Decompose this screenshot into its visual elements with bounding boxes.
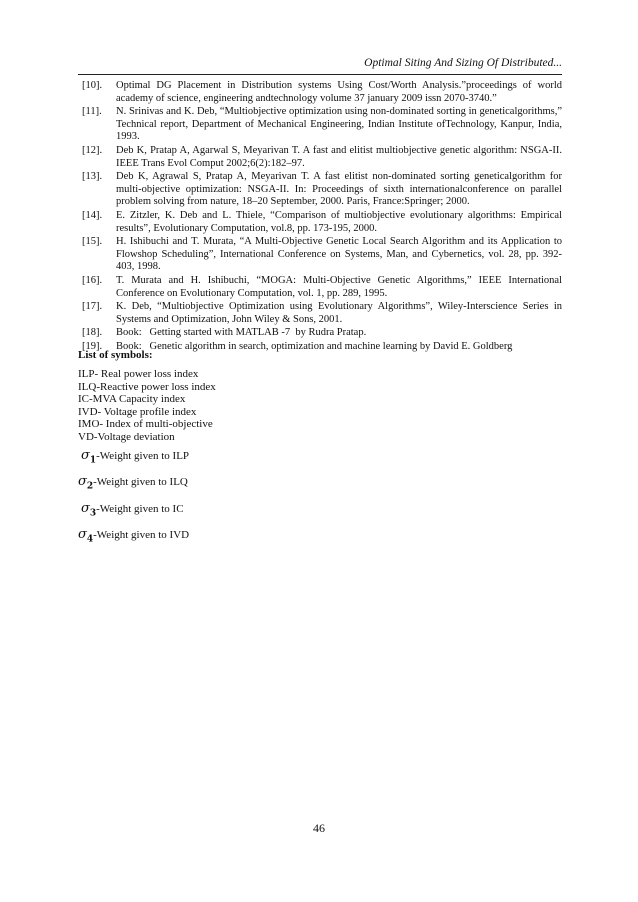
symbol-item: IMO- Index of multi-objective	[78, 418, 213, 431]
reference-number: [18].	[82, 327, 103, 339]
reference-number: [19].	[82, 340, 103, 352]
reference-number: [17].	[82, 301, 103, 313]
weight-description: -Weight given to ILQ	[93, 476, 188, 489]
symbols-heading: List of symbols:	[78, 349, 153, 361]
weight-description: -Weight given to ILP	[96, 449, 190, 462]
reference-text: Book: Genetic algorithm in search, optimization and machine learning by David E. Goldberg	[116, 340, 513, 352]
reference-text: Deb K, Agrawal S, Pratap A, Meyarivan T. A fast elitist non-dominated sorting geneticalgorithm for multi-objective optimization: NSGA-II. In: Proceedings of sixth internationalconference on parallel problem solving from nature, 18–20 September, 2000. Paris, France:Springer; 2000.	[116, 171, 562, 208]
sigma-symbol: $\sigma_4$	[78, 527, 94, 545]
reference-text: T. Murata and H. Ishibuchi, “MOGA: Multi-Objective Genetic Algorithms,” IEEE International Conference on Evolutionary Computation, vol. 1, pp. 289, 1995.	[116, 274, 562, 299]
weight-symbol-item	[78, 526, 216, 549]
page-number: 46	[313, 821, 325, 835]
reference-text: Deb K, Pratap A, Agarwal S, Meyarivan T. A fast and elitist multiobjective genetic algorithm: NSGA-II. IEEE Trans Evol Comput 2002;6(2):182–97.	[116, 144, 562, 169]
sigma-symbol: $\sigma_1$	[81, 447, 97, 466]
reference-number: [15].	[82, 236, 103, 248]
reference-item	[78, 80, 562, 105]
reference-item	[78, 275, 562, 300]
weight-symbol-item	[78, 500, 216, 523]
reference-number: [11].	[82, 106, 102, 118]
symbol-item: ILQ-Reactive power loss index	[78, 380, 216, 393]
reference-item	[78, 210, 562, 235]
symbols-list	[78, 368, 216, 549]
header-rule	[78, 74, 562, 75]
weight-description: -Weight given to IVD	[93, 529, 190, 542]
reference-item	[78, 236, 562, 274]
reference-text: Optimal DG Placement in Distribution systems Using Cost/Worth Analysis.”proceedings of world academy of science, engineering andtechnology volume 37 january 2009 issn 2070-3740.”	[116, 80, 562, 104]
reference-text: H. Ishibuchi and T. Murata, “A Multi-Objective Genetic Local Search Algorithm and its Application to Flowshop Scheduling”, International Conference on Systems, Man, and Cybernetics, vol. 28, pp. 392-403, 1998.	[116, 236, 562, 273]
reference-number: [16].	[82, 274, 103, 286]
reference-text: N. Srinivas and K. Deb, “Multiobjective optimization using non-dominated sorting in geneticalgorithms,” Technical report, Department of Mechanical Engineering, Indian Institute ofTechnology, Kanpur, India, 1993.	[116, 106, 562, 143]
reference-item	[78, 171, 562, 209]
sigma-symbol: $\sigma_2$	[78, 474, 94, 492]
symbol-item: IVD- Voltage profile index	[78, 405, 197, 418]
sigma-symbol: $\sigma_3$	[81, 500, 97, 519]
weight-description: -Weight given to IC	[96, 502, 184, 515]
reference-item	[78, 145, 562, 170]
reference-number: [10].	[82, 80, 103, 91]
reference-list	[78, 80, 562, 354]
symbol-item: VD-Voltage deviation	[78, 430, 175, 443]
reference-text: Book: Getting started with MATLAB -7 by Rudra Pratap.	[116, 327, 367, 339]
running-header: Optimal Siting And Sizing Of Distributed...	[364, 57, 562, 69]
reference-number: [14].	[82, 209, 103, 221]
reference-text: K. Deb, “Multiobjective Optimization using Evolutionary Algorithms”, Wiley-Interscience Series in Systems and Optimization, John Wiley & Sons, 2001.	[116, 301, 562, 325]
reference-text: E. Zitzler, K. Deb and L. Thiele, “Comparison of multiobjective evolutionary algorithms: Empirical results”, Evolutionary Computation, vol.8, pp. 173-195, 2000.	[116, 209, 562, 234]
reference-item	[78, 106, 562, 144]
weight-symbol-item	[78, 473, 216, 496]
reference-number: [12].	[82, 144, 103, 156]
symbol-item: IC-MVA Capacity index	[78, 393, 186, 406]
reference-number: [13].	[82, 171, 103, 183]
reference-item	[78, 327, 562, 340]
reference-item	[78, 301, 562, 326]
weight-symbol-item	[78, 447, 216, 470]
symbol-item: ILP- Real power loss index	[78, 368, 199, 380]
